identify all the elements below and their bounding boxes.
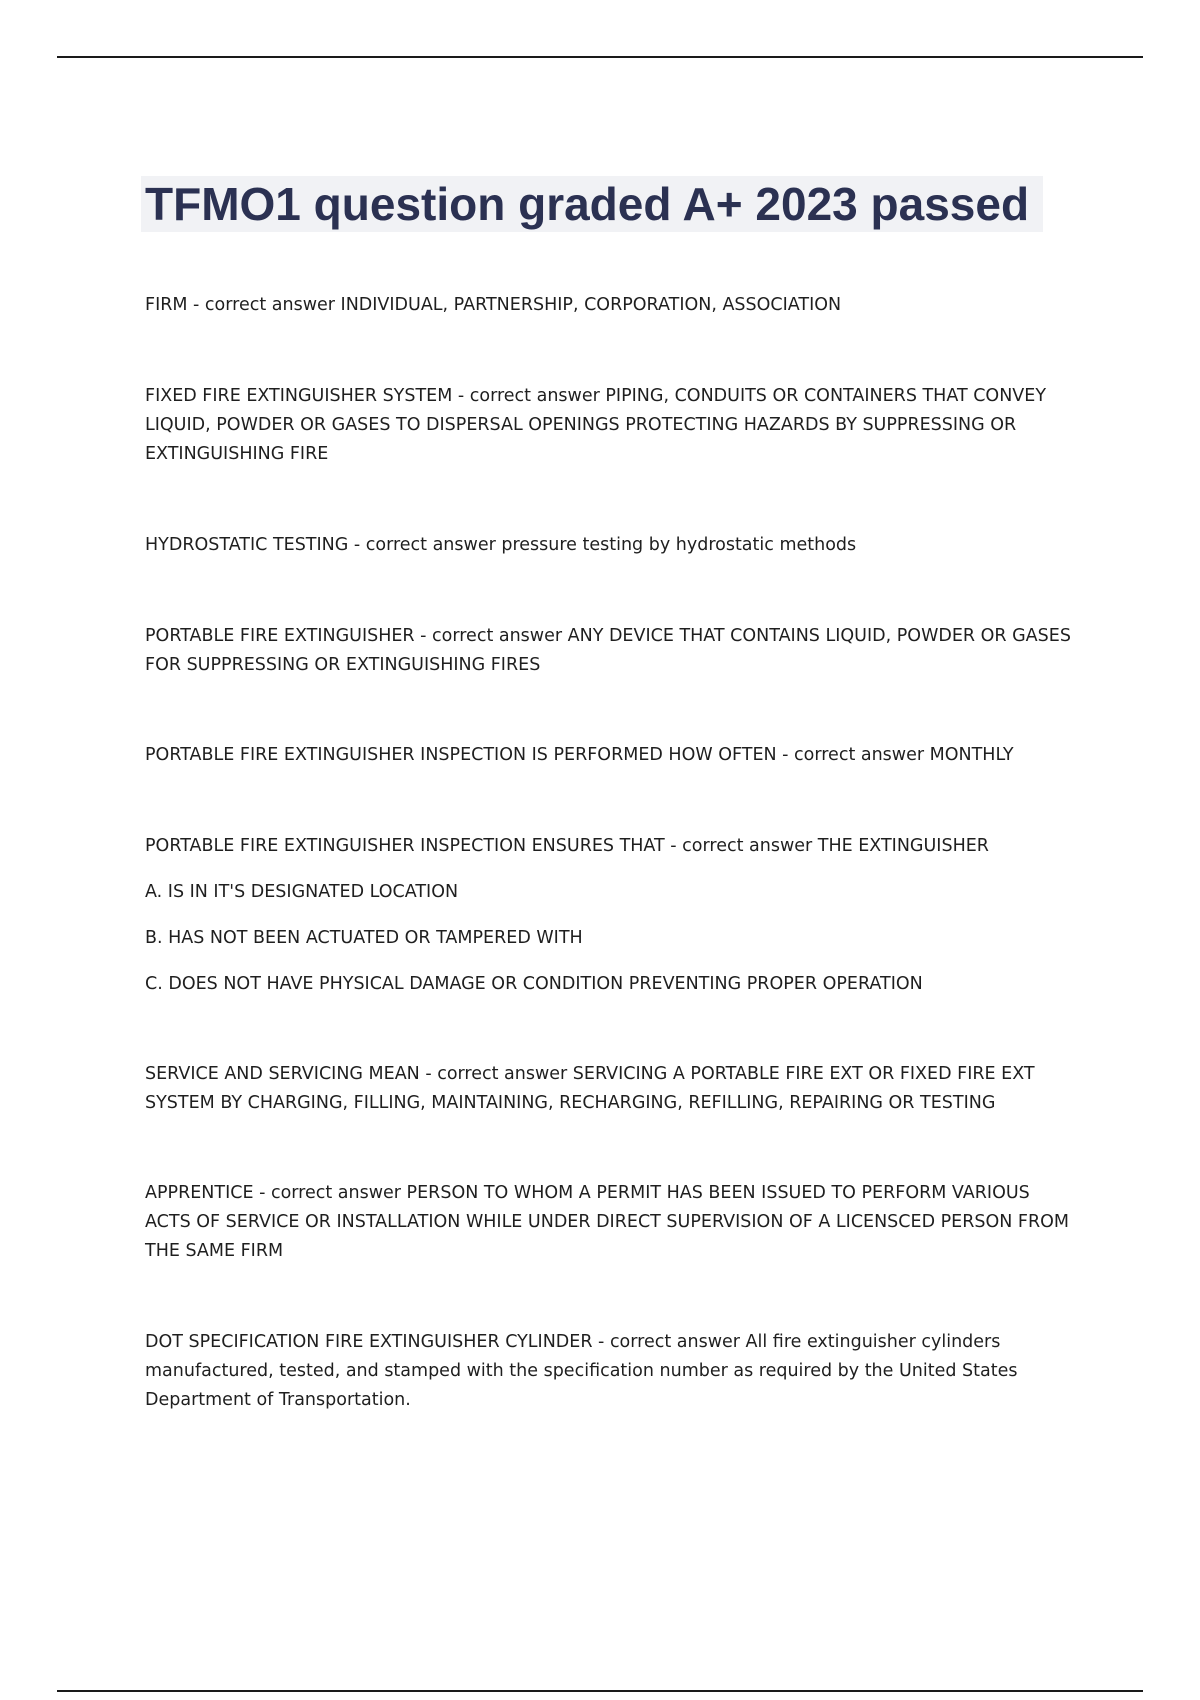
qa-line: APPRENTICE - correct answer PERSON TO WHOM A PERMIT HAS BEEN ISSUED TO PERFORM VARIOUS xyxy=(145,1183,1030,1203)
qa-line: FIXED FIRE EXTINGUISHER SYSTEM - correct answer PIPING, CONDUITS OR CONTAINERS THAT CONVEY xyxy=(145,386,1047,406)
qa-line: PORTABLE FIRE EXTINGUISHER INSPECTION IS PERFORMED HOW OFTEN - correct answer MONTHLY xyxy=(145,745,1014,765)
qa-line: ACTS OF SERVICE OR INSTALLATION WHILE UNDER DIRECT SUPERVISION OF A LICENSCED PERSON FROM xyxy=(145,1212,1070,1232)
qa-line: PORTABLE FIRE EXTINGUISHER INSPECTION ENSURES THAT - correct answer THE EXTINGUISHER xyxy=(145,836,989,856)
qa-line: FIRM - correct answer INDIVIDUAL, PARTNERSHIP, CORPORATION, ASSOCIATION xyxy=(145,295,842,315)
qa-line: SERVICE AND SERVICING MEAN - correct answer SERVICING A PORTABLE FIRE EXT OR FIXED FIRE EXT xyxy=(145,1064,1035,1084)
qa-entry-hydrostatic xyxy=(145,531,1095,560)
qa-line: DOT SPECIFICATION FIRE EXTINGUISHER CYLINDER - correct answer All fire extinguisher cylinders xyxy=(145,1332,1001,1352)
qa-line: FOR SUPPRESSING OR EXTINGUISHING FIRES xyxy=(145,655,541,675)
document-title: TFMO1 question graded A+ 2023 passed xyxy=(141,176,1043,232)
qa-entry-apprentice xyxy=(145,1179,1095,1266)
qa-line: PORTABLE FIRE EXTINGUISHER - correct answer ANY DEVICE THAT CONTAINS LIQUID, POWDER OR GASES xyxy=(145,626,1071,646)
qa-line: EXTINGUISHING FIRE xyxy=(145,444,329,464)
top-divider xyxy=(57,56,1143,58)
qa-line: C. DOES NOT HAVE PHYSICAL DAMAGE OR CONDITION PREVENTING PROPER OPERATION xyxy=(145,974,923,994)
qa-line: LIQUID, POWDER OR GASES TO DISPERSAL OPENINGS PROTECTING HAZARDS BY SUPPRESSING OR xyxy=(145,415,1017,435)
qa-entry-servicing xyxy=(145,1060,1095,1118)
qa-line: SYSTEM BY CHARGING, FILLING, MAINTAINING, RECHARGING, REFILLING, REPAIRING OR TESTING xyxy=(145,1093,996,1113)
qa-entry-portable xyxy=(145,622,1095,680)
qa-entry-dot-cylinder xyxy=(145,1328,1095,1415)
qa-line: manufactured, tested, and stamped with the specification number as required by the United States xyxy=(145,1361,1018,1381)
qa-entry-fixed-system xyxy=(145,382,1095,469)
qa-entry-inspection-frequency xyxy=(145,741,1095,770)
qa-line: A. IS IN IT'S DESIGNATED LOCATION xyxy=(145,882,459,902)
qa-line: THE SAME FIRM xyxy=(145,1241,284,1261)
qa-line: Department of Transportation. xyxy=(145,1390,411,1410)
qa-line: HYDROSTATIC TESTING - correct answer pressure testing by hydrostatic methods xyxy=(145,535,857,555)
bottom-divider xyxy=(57,1690,1143,1692)
qa-entry-inspection-ensures xyxy=(145,832,1095,999)
qa-line: B. HAS NOT BEEN ACTUATED OR TAMPERED WITH xyxy=(145,928,583,948)
qa-entry-firm xyxy=(145,291,1095,320)
